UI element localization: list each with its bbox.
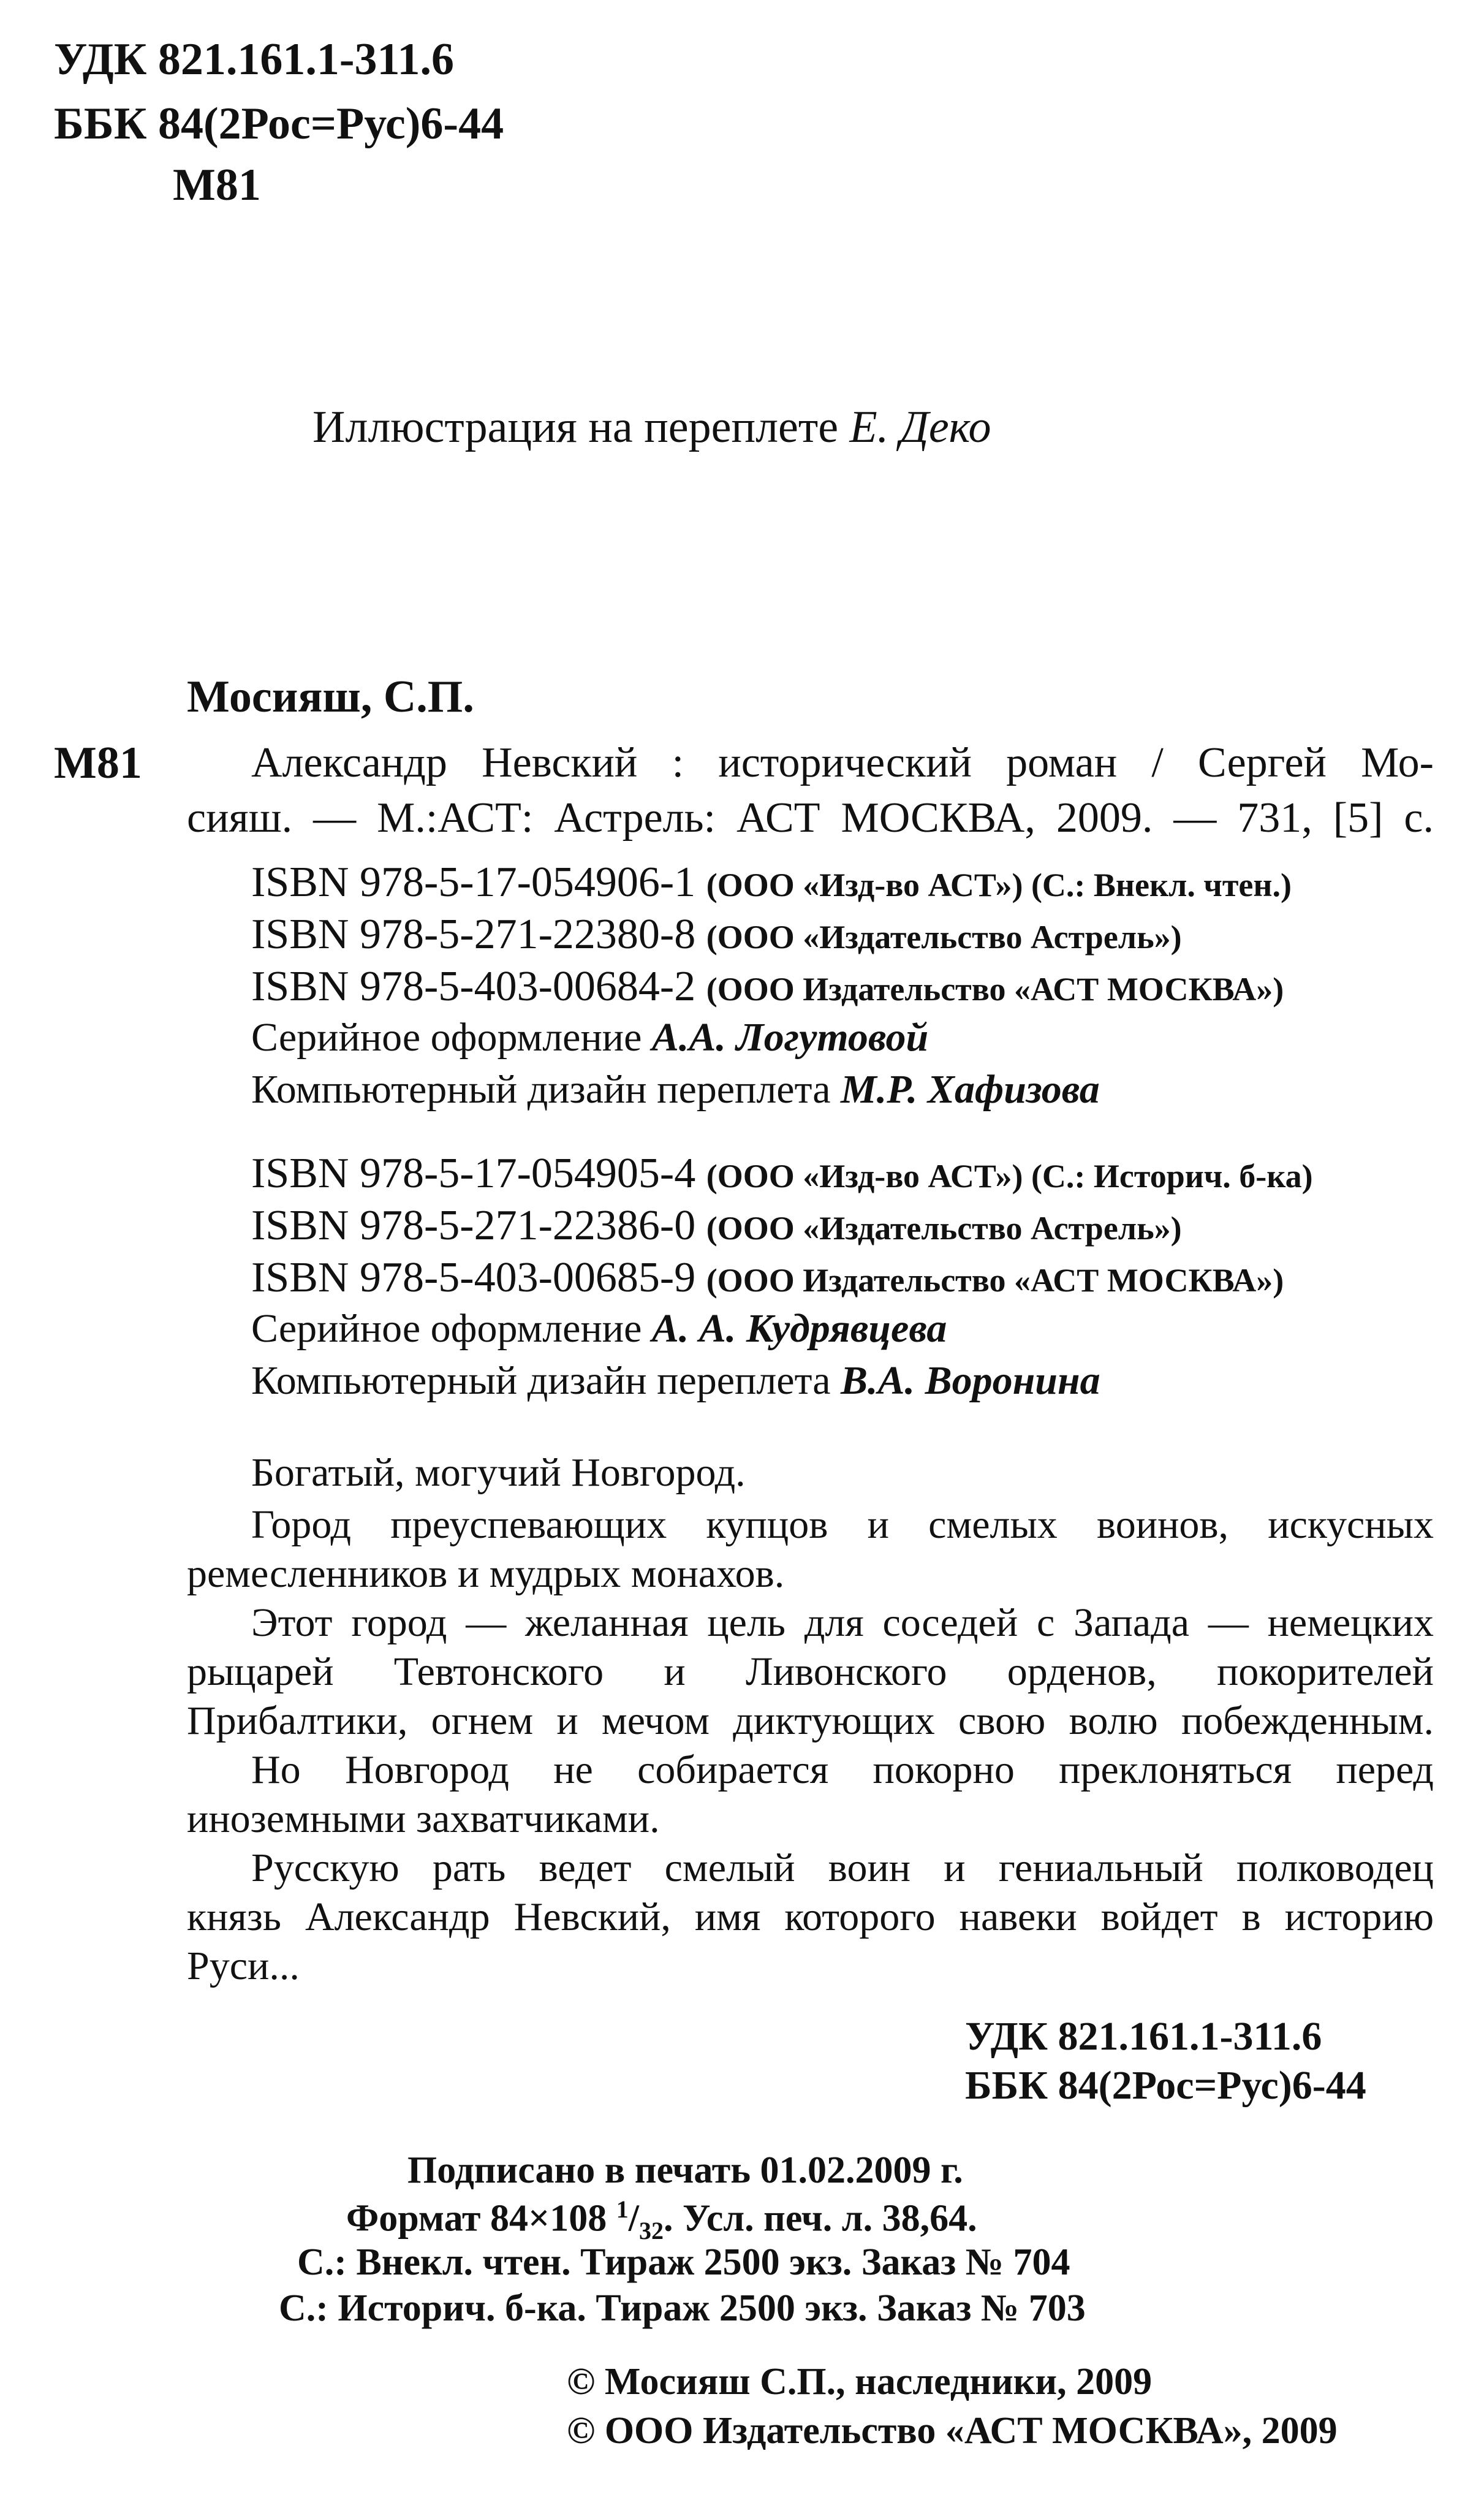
footer-udk: УДК 821.161.1-311.6 bbox=[965, 2014, 1322, 2059]
isbn-number: ISBN 978-5-271-22380-8 bbox=[251, 911, 696, 958]
bbk-code: ББК 84(2Рос=Рус)6-44 bbox=[54, 99, 504, 149]
imprint-run-1: С.: Внекл. чтен. Тираж 2500 экз. Заказ № 704 bbox=[297, 2241, 1070, 2283]
imprint-format-prefix: Формат 84×108 bbox=[346, 2197, 607, 2240]
series-design-credit bbox=[251, 1306, 947, 1351]
isbn-number: ISBN 978-5-403-00685-9 bbox=[251, 1254, 696, 1301]
cover-design-name: М.Р. Хафизова bbox=[841, 1067, 1100, 1112]
illustration-credit bbox=[312, 402, 991, 452]
isbn-number: ISBN 978-5-403-00684-2 bbox=[251, 963, 696, 1010]
annotation-line: Русскую рать ведет смелый воин и гениальный полководец bbox=[251, 1845, 1434, 1890]
isbn-row bbox=[251, 965, 1284, 1008]
series-design-name: А. А. Кудрявцева bbox=[651, 1306, 947, 1351]
isbn-row bbox=[251, 1152, 1313, 1195]
imprint-signed: Подписано в печать 01.02.2009 г. bbox=[407, 2149, 963, 2191]
series-design-label: Серийное оформление bbox=[251, 1015, 642, 1060]
footer-bbk: ББК 84(2Рос=Рус)6-44 bbox=[965, 2063, 1366, 2108]
isbn-row bbox=[251, 1256, 1284, 1299]
imprint-format-suffix: . Усл. печ. л. 38,64. bbox=[664, 2197, 977, 2240]
isbn-note: (ООО Издательство «АСТ МОСКВА») bbox=[706, 971, 1284, 1008]
isbn-row bbox=[251, 861, 1292, 904]
imprint-format-numerator: 1 bbox=[616, 2195, 629, 2223]
record-title-line2: сияш. — М.:АСТ: Астрель: АСТ МОСКВА, 2009. — 731, [5] с. bbox=[187, 794, 1434, 842]
series-design-credit bbox=[251, 1017, 928, 1058]
annotation-paragraph: Богатый, могучий Новгород. bbox=[251, 1450, 746, 1495]
isbn-row bbox=[251, 1204, 1182, 1247]
annotation-line: Этот город — желанная цель для соседей с Запада — немецких bbox=[251, 1600, 1434, 1645]
isbn-number: ISBN 978-5-17-054905-4 bbox=[251, 1150, 696, 1197]
copyright-publisher: © ООО Издательство «АСТ МОСКВА», 2009 bbox=[567, 2410, 1338, 2452]
record-title-line1: Александр Невский : исторический роман / Сергей Мо- bbox=[251, 739, 1434, 786]
illustration-label: Иллюстрация на переплете bbox=[312, 402, 839, 452]
cover-design-label: Компьютерный дизайн переплета bbox=[251, 1358, 831, 1403]
isbn-note: (ООО «Издательство Астрель») bbox=[706, 919, 1182, 956]
annotation-line: Прибалтики, огнем и мечом диктующих свою волю побежденным. bbox=[187, 1698, 1434, 1743]
author-mark: М81 bbox=[173, 160, 261, 210]
annotation-line: ремесленников и мудрых монахов. bbox=[187, 1551, 785, 1596]
series-design-label: Серийное оформление bbox=[251, 1306, 642, 1351]
isbn-note: (ООО «Издательство Астрель») bbox=[706, 1210, 1182, 1247]
imprint-run-2: С.: Историч. б-ка. Тираж 2500 экз. Заказ № 703 bbox=[279, 2287, 1086, 2329]
isbn-number: ISBN 978-5-271-22386-0 bbox=[251, 1202, 696, 1249]
annotation-line: князь Александр Невский, имя которого навеки войдет в историю bbox=[187, 1895, 1434, 1939]
annotation-line: Но Новгород не собирается покорно преклоняться перед bbox=[251, 1747, 1434, 1792]
cover-design-label: Компьютерный дизайн переплета bbox=[251, 1067, 831, 1112]
udk-code: УДК 821.161.1-311.6 bbox=[54, 34, 454, 85]
illustration-artist: Е. Деко bbox=[849, 402, 991, 452]
annotation-line: Руси... bbox=[187, 1944, 300, 1988]
copyright-author: © Мосияш С.П., наследники, 2009 bbox=[567, 2361, 1153, 2403]
isbn-row bbox=[251, 913, 1182, 956]
isbn-note: (ООО «Изд-во АСТ») (С.: Внекл. чтен.) bbox=[706, 867, 1292, 903]
isbn-number: ISBN 978-5-17-054906-1 bbox=[251, 859, 696, 906]
cover-design-credit bbox=[251, 1358, 1100, 1403]
isbn-note: (ООО Издательство «АСТ МОСКВА») bbox=[706, 1262, 1284, 1299]
annotation-line: Город преуспевающих купцов и смелых воинов, искусных bbox=[251, 1502, 1434, 1547]
imprint-format-denominator: 32 bbox=[639, 2217, 664, 2245]
record-code: М81 bbox=[54, 738, 142, 788]
annotation-line: иноземными захватчиками. bbox=[187, 1796, 660, 1841]
cover-design-credit bbox=[251, 1067, 1100, 1112]
isbn-note: (ООО «Изд-во АСТ») (С.: Историч. б-ка) bbox=[706, 1158, 1313, 1195]
annotation-line: рыцарей Тевтонского и Ливонского орденов, покорителей bbox=[187, 1649, 1434, 1694]
series-design-name: А.А. Логутовой bbox=[651, 1015, 929, 1060]
imprint-format: Формат 84×108 $^1/_{32}$. Усл. печ. л. 38,64. bbox=[346, 2195, 977, 2245]
record-author: Мосияш, С.П. bbox=[187, 672, 474, 722]
cover-design-name: В.А. Воронина bbox=[841, 1358, 1100, 1403]
